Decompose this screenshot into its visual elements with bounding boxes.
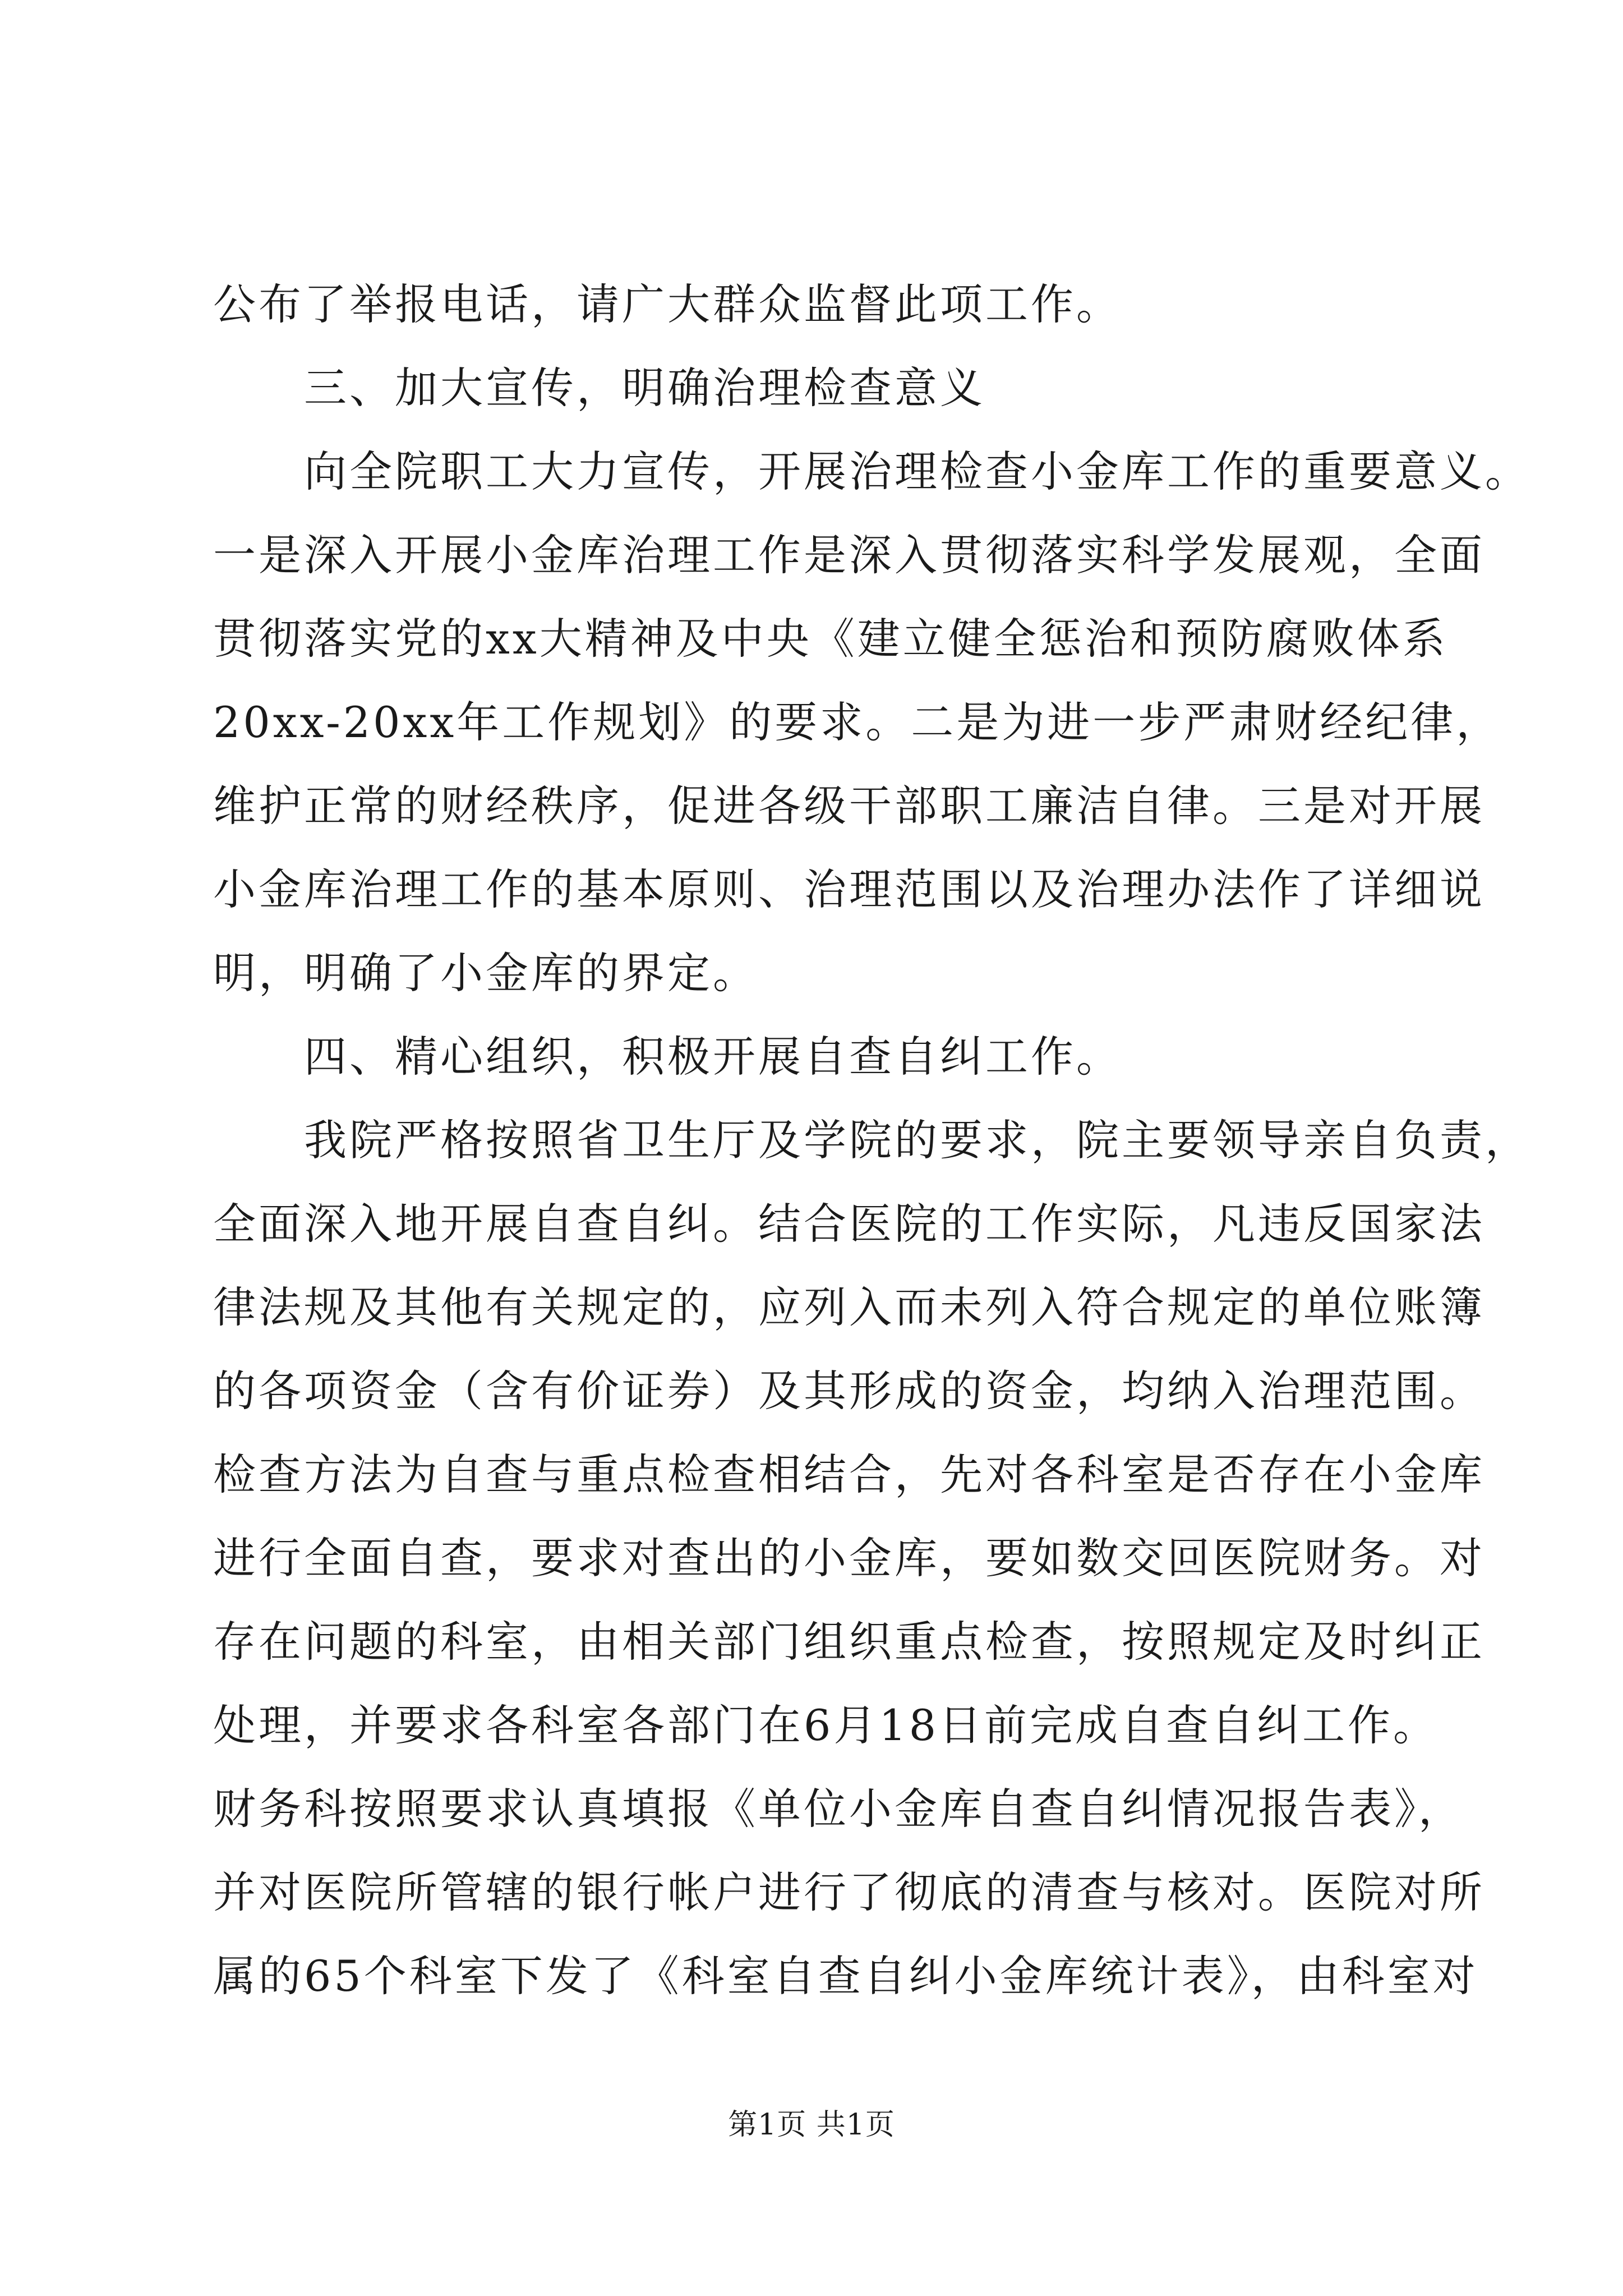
text-line: 贯彻落实党的xx大精神及中央《建立健全惩治和预防腐败体系 [213,614,1448,664]
text-line: 小金库治理工作的基本原则、治理范围以及治理办法作了详细说 [213,864,1485,914]
text-line: 一是深入开展小金库治理工作是深入贯彻落实科学发展观，全面 [213,530,1485,580]
text-line: 全面深入地开展自查自纠。结合医院的工作实际，凡违反国家法 [213,1199,1485,1249]
text-line: 公布了举报电话，请广大群众监督此项工作。 [213,279,1122,329]
document-body [213,263,1530,2018]
text-line: 并对医院所管辖的银行帐户进行了彻底的清查与核对。医院对所 [213,1867,1485,1917]
page-footer: 第1页 共1页 [728,2108,895,2142]
text-line: 三、加大宣传，明确治理检查意义 [304,363,985,413]
text-line: 属的65个科室下发了《科室自查自纠小金库统计表》，由科室对 [213,1951,1478,2001]
text-line: 的各项资金（含有价证券）及其形成的资金，均纳入治理范围。 [213,1366,1485,1416]
text-line: 20xx-20xx年工作规划》的要求。二是为进一步严肃财经纪律， [213,697,1502,747]
text-line: 财务科按照要求认真填报《单位小金库自查自纠情况报告表》， [213,1784,1464,1834]
text-line: 进行全面自查，要求对查出的小金库，要如数交回医院财务。对 [213,1533,1485,1583]
text-line: 明，明确了小金库的界定。 [213,948,758,998]
text-line: 存在问题的科室，由相关部门组织重点检查，按照规定及时纠正 [213,1617,1485,1667]
text-line: 处理，并要求各科室各部门在6月18日前完成自查自纠工作。 [213,1700,1439,1750]
text-line: 检查方法为自查与重点检查相结合，先对各科室是否存在小金库 [213,1450,1485,1499]
text-line: 律法规及其他有关规定的，应列入而未列入符合规定的单位账簿 [213,1282,1485,1332]
text-line: 四、精心组织，积极开展自查自纠工作。 [304,1032,1122,1082]
text-line: 我院严格按照省卫生厅及学院的要求，院主要领导亲自负责， [304,1115,1530,1165]
text-line: 维护正常的财经秩序，促进各级干部职工廉洁自律。三是对开展 [213,781,1485,831]
text-line: 向全院职工大力宣传，开展治理检查小金库工作的重要意义。 [304,447,1530,496]
